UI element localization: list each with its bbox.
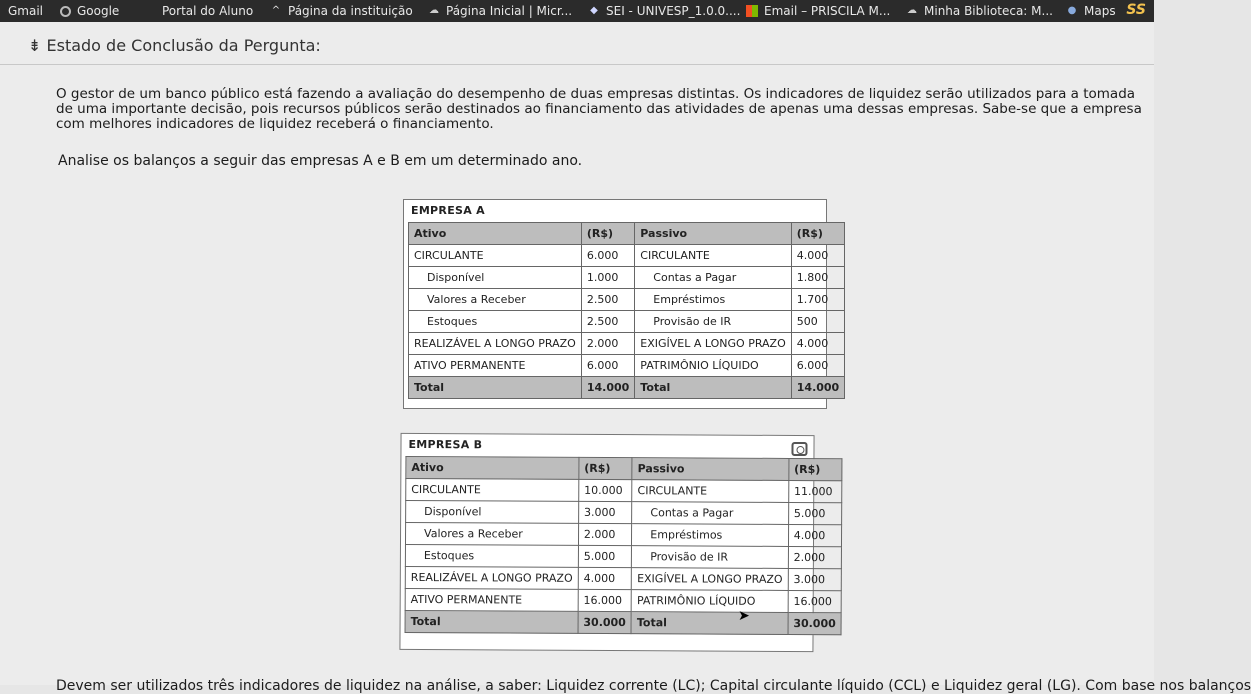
cell: ATIVO PERMANENTE — [405, 588, 578, 611]
table-row — [409, 311, 845, 333]
cell: 10.000 — [579, 479, 633, 501]
balance-sheet-title: EMPRESA B — [408, 437, 483, 452]
bookmark-label: Maps — [1084, 4, 1116, 18]
cell: 14.000 — [791, 377, 844, 399]
cell: Contas a Pagar — [632, 502, 789, 525]
microsoft-icon — [746, 5, 758, 17]
cell: Disponível — [409, 267, 582, 289]
balance-sheet-empresa-a — [403, 199, 840, 409]
maps-icon: ● — [1067, 5, 1077, 16]
microsoft-page-icon: ☁ — [429, 5, 439, 16]
expand-icon: ⇟ — [28, 36, 47, 55]
google-icon — [60, 6, 71, 17]
table-row — [409, 245, 845, 267]
cell: 3.000 — [578, 501, 632, 523]
cell: CIRCULANTE — [632, 480, 789, 503]
cell: Provisão de IR — [635, 311, 791, 333]
bookmark-label: Página Inicial | Micr... — [446, 4, 573, 18]
cell: 2.000 — [581, 333, 634, 355]
cell: 16.000 — [788, 590, 842, 612]
cell: Estoques — [409, 311, 582, 333]
cell: CIRCULANTE — [635, 245, 791, 267]
cell: REALIZÁVEL A LONGO PRAZO — [405, 566, 578, 589]
cell: 14.000 — [581, 377, 634, 399]
cell: 6.000 — [791, 355, 844, 377]
bookmark-portal-do-aluno[interactable] — [162, 3, 253, 19]
question-footer-text: Devem ser utilizados três indicadores de liquidez na análise, a saber: Liquidez corrente (LC); Capital circulante líquido (CCL) e Liquidez geral (LG). Com base nos balanços — [56, 678, 1251, 694]
bookmark-label: Minha Biblioteca: M... — [924, 4, 1053, 18]
cell: EXIGÍVEL A LONGO PRAZO — [635, 333, 791, 355]
cell: 16.000 — [578, 589, 632, 611]
balance-table — [405, 456, 843, 635]
cell: 4.000 — [578, 567, 632, 589]
cell: 4.000 — [788, 524, 842, 546]
cell: 1.000 — [581, 267, 634, 289]
cell: CIRCULANTE — [409, 245, 582, 267]
cell: 11.000 — [788, 480, 842, 502]
sei-icon: ◆ — [590, 5, 598, 16]
cell: Empréstimos — [632, 524, 789, 547]
header-cell: (R$) — [789, 458, 843, 480]
cell: 2.000 — [578, 523, 632, 545]
cell: 2.500 — [581, 311, 634, 333]
table-row — [405, 566, 841, 590]
table-row — [409, 355, 845, 377]
cell: 1.800 — [791, 267, 844, 289]
cell: Estoques — [405, 544, 578, 567]
balance-sheet-title: EMPRESA A — [411, 204, 485, 217]
table-row — [409, 267, 845, 289]
table-row — [409, 289, 845, 311]
cell: 4.000 — [791, 333, 844, 355]
cell: PATRIMÔNIO LÍQUIDO — [631, 590, 788, 613]
cell: 1.700 — [791, 289, 844, 311]
completion-status-label[interactable] — [28, 36, 321, 55]
bookmark-instituicao[interactable] — [270, 3, 413, 19]
cell: Valores a Receber — [405, 522, 578, 545]
cell: Total — [409, 377, 582, 399]
cell: Contas a Pagar — [635, 267, 791, 289]
cell: PATRIMÔNIO LÍQUIDO — [635, 355, 791, 377]
cell: 5.000 — [578, 545, 632, 567]
bookmark-label: Email – PRISCILA M... — [764, 4, 891, 18]
bookmark-label: Página da instituição — [288, 4, 413, 18]
header-cell: (R$) — [579, 457, 633, 479]
bookmark-label: Gmail — [8, 4, 44, 18]
header-cell: (R$) — [581, 223, 634, 245]
table-header-row — [406, 456, 842, 480]
cell: 30.000 — [788, 612, 842, 634]
bookmark-minha-biblioteca[interactable] — [906, 3, 1053, 19]
bookmark-maps[interactable] — [1066, 3, 1116, 19]
cell: 5.000 — [788, 502, 842, 524]
cell: 500 — [791, 311, 844, 333]
cell: 4.000 — [791, 245, 844, 267]
cell: Total — [631, 612, 788, 635]
bookmark-email[interactable] — [746, 3, 890, 19]
cell: Valores a Receber — [409, 289, 582, 311]
header-cell: Ativo — [406, 456, 579, 479]
cell: Total — [405, 610, 578, 633]
camera-icon[interactable] — [791, 442, 807, 456]
table-row — [406, 500, 842, 524]
header-cell: Ativo — [409, 223, 582, 245]
table-total-row — [405, 610, 841, 634]
table-header-row — [409, 223, 845, 245]
cell: EXIGÍVEL A LONGO PRAZO — [632, 568, 789, 591]
table-row — [409, 333, 845, 355]
cell: Disponível — [406, 500, 579, 523]
question-panel — [0, 22, 1251, 694]
bookmark-sei[interactable] — [588, 3, 740, 19]
status-row — [0, 22, 1154, 65]
cell: 6.000 — [581, 355, 634, 377]
bookmark-label: SEI - UNIVESP_1.0.0.... — [606, 4, 741, 18]
extension-icon[interactable]: SS — [1126, 2, 1146, 18]
table-row — [405, 544, 841, 568]
bookmark-pagina-inicial[interactable] — [428, 3, 572, 19]
question-paragraph: O gestor de um banco público está fazendo a avaliação do desempenho de duas empresas distintas. Os indicadores de liquidez serão utilizados para a tomada de uma importante decisão, pois recursos públicos serão destinados ao financiamento das atividades de apenas uma dessas empresas. Sabe-se que a empresa com melhores indicadores de liquidez receberá o financiamento. — [56, 86, 1142, 132]
bookmark-gmail[interactable] — [8, 3, 43, 19]
cell: 30.000 — [578, 611, 632, 633]
cell: CIRCULANTE — [406, 478, 579, 501]
cell: 6.000 — [581, 245, 634, 267]
cell: Total — [635, 377, 791, 399]
cell: Provisão de IR — [632, 546, 789, 569]
cell: 3.000 — [788, 568, 842, 590]
institution-icon: ^ — [271, 5, 281, 16]
header-cell: Passivo — [635, 223, 791, 245]
table-row — [406, 478, 842, 502]
header-cell: (R$) — [791, 223, 844, 245]
bookmark-label: Portal do Aluno — [162, 4, 254, 18]
bookmark-google[interactable] — [60, 3, 119, 19]
table-row — [405, 588, 841, 612]
table-row — [405, 522, 841, 546]
cell: Empréstimos — [635, 289, 791, 311]
question-intro: Analise os balanços a seguir das empresas A e B em um determinado ano. — [58, 153, 583, 169]
cell: REALIZÁVEL A LONGO PRAZO — [409, 333, 582, 355]
library-icon: ☁ — [907, 5, 917, 16]
mouse-cursor-icon: ➤ — [738, 608, 750, 624]
cell: 2.000 — [788, 546, 842, 568]
balance-table — [408, 222, 845, 399]
bookmark-label: Google — [77, 4, 120, 18]
table-total-row — [409, 377, 845, 399]
question-text — [56, 87, 1146, 141]
bookmarks-bar — [0, 0, 1154, 22]
balance-sheet-empresa-b — [399, 433, 836, 652]
status-label-text: Estado de Conclusão da Pergunta: — [46, 36, 321, 55]
cell: ATIVO PERMANENTE — [409, 355, 582, 377]
cell: 2.500 — [581, 289, 634, 311]
header-cell: Passivo — [632, 458, 789, 481]
